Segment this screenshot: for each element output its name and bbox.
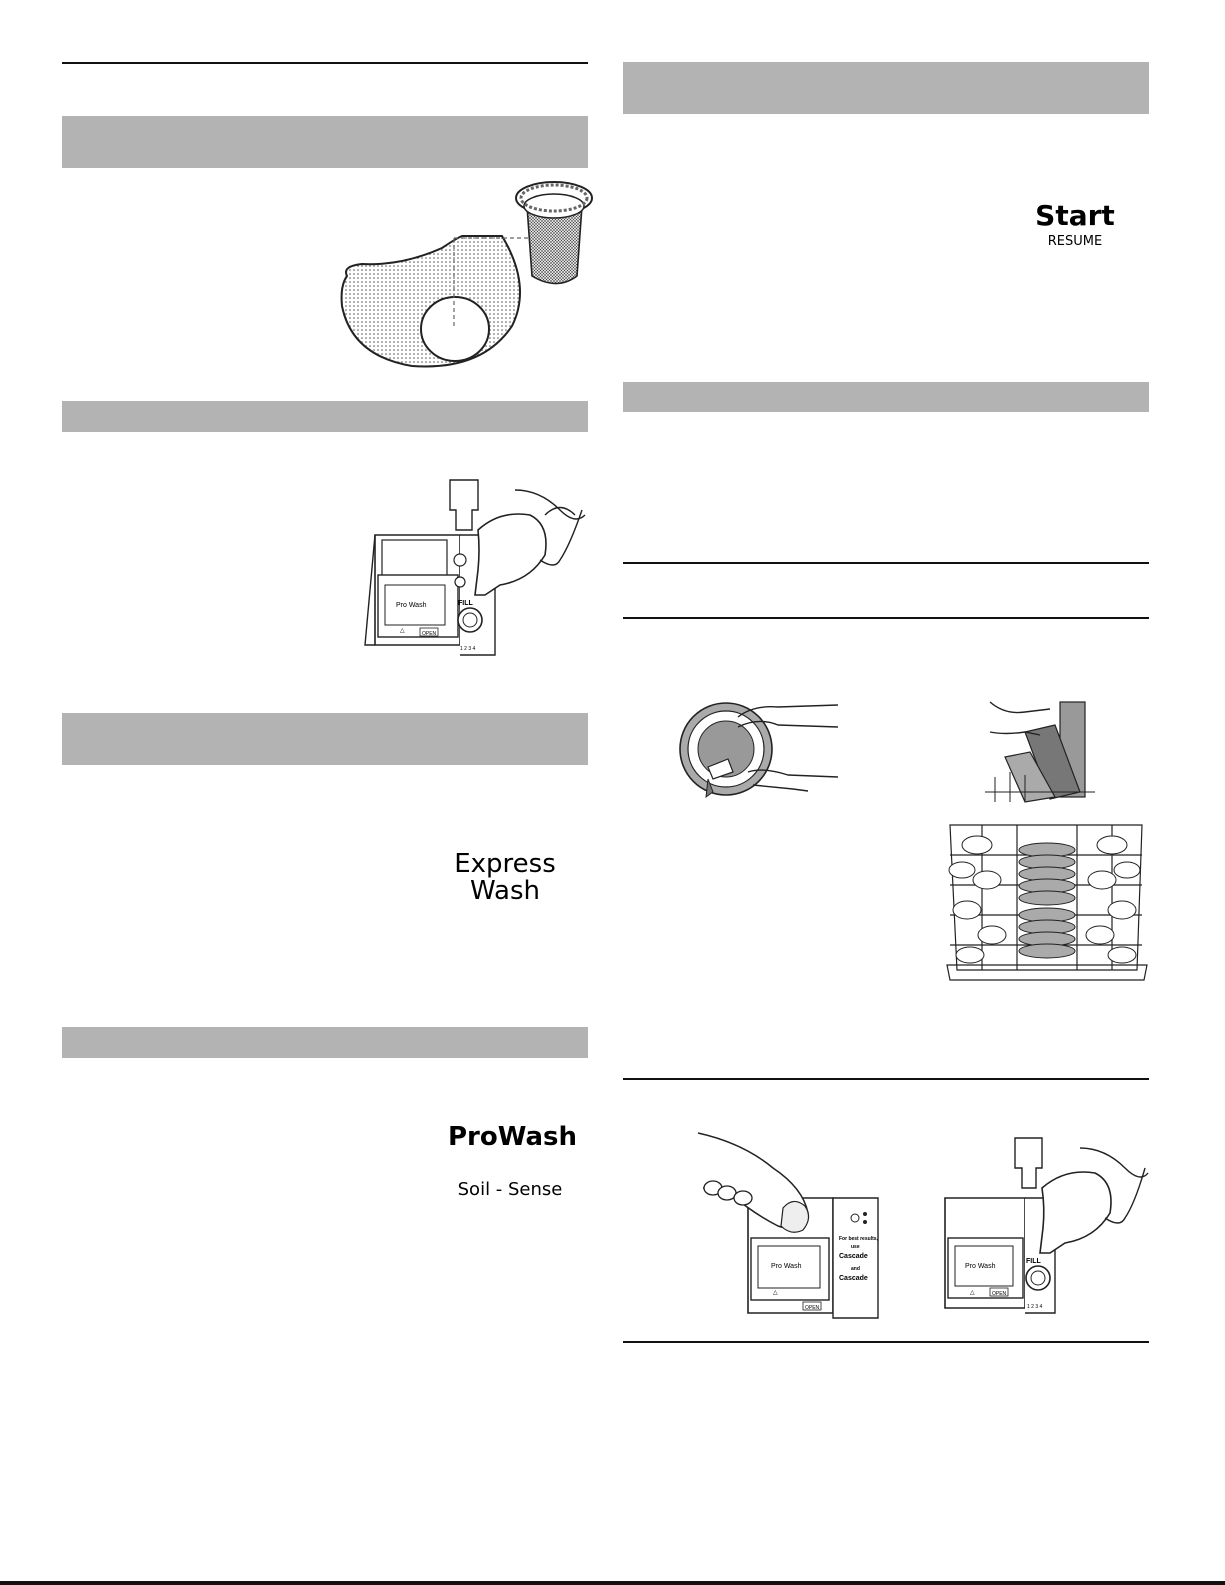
open-label: OPEN <box>805 1305 820 1311</box>
rinse-aid-dispenser-illustration <box>360 470 590 660</box>
top-rule-left <box>62 62 588 64</box>
section-band-prowash <box>62 1027 588 1058</box>
express-wash-label: Express Wash <box>454 849 556 907</box>
soil-sense-label: Soil - Sense <box>457 1179 563 1200</box>
dial-numbers: 1 2 3 4 <box>1027 1304 1043 1310</box>
warning-triangle: △ <box>773 1290 778 1296</box>
warning-triangle: △ <box>400 628 405 634</box>
dish-rack-illustration <box>942 815 1152 990</box>
filter-assembly-illustration <box>332 176 592 376</box>
cascade-text-3: Cascade <box>839 1253 868 1260</box>
rinse-aid-dispenser-illustration-right <box>930 1128 1150 1318</box>
resume-label: RESUME <box>1047 234 1103 249</box>
rule-right-4 <box>623 1341 1149 1343</box>
plates-stack <box>1019 843 1075 958</box>
pro-wash-cup-label: Pro Wash <box>771 1263 802 1270</box>
pro-wash-cup-label: Pro Wash <box>965 1263 996 1270</box>
loading-glasses-illustration <box>985 697 1095 807</box>
dispenser-body <box>945 1198 1055 1313</box>
detergent-dispenser-illustration <box>693 1118 903 1318</box>
flat-filter-plate <box>342 236 520 367</box>
section-band-express-wash <box>62 713 588 765</box>
prowash-label: ProWash <box>447 1122 578 1152</box>
section-band-start <box>623 62 1149 114</box>
dial-numbers: 1 2 3 4 <box>460 646 476 652</box>
cascade-text-4: and <box>851 1266 860 1272</box>
fill-label: FILL <box>1026 1258 1041 1265</box>
open-label: OPEN <box>422 631 437 637</box>
rule-right-1 <box>623 562 1149 564</box>
rule-right-2 <box>623 617 1149 619</box>
glasses <box>1005 702 1085 802</box>
fill-label: FILL <box>458 600 473 607</box>
scraping-plate-illustration <box>678 697 848 807</box>
pro-wash-cup-label: Pro Wash <box>396 602 427 609</box>
section-band-filter <box>62 116 588 168</box>
section-band-right-2 <box>623 382 1149 412</box>
cascade-text-1: For best results, <box>839 1236 878 1242</box>
plate <box>680 703 772 795</box>
rule-right-3 <box>623 1078 1149 1080</box>
cascade-text-2: use <box>851 1244 860 1250</box>
warning-triangle: △ <box>970 1290 975 1296</box>
start-label: Start <box>1035 199 1115 232</box>
section-band-rinse-aid <box>62 401 588 432</box>
open-label: OPEN <box>992 1291 1007 1297</box>
cascade-text-5: Cascade <box>839 1275 868 1282</box>
footer-rule <box>0 1581 1225 1585</box>
cylindrical-filter-cup <box>516 182 592 284</box>
